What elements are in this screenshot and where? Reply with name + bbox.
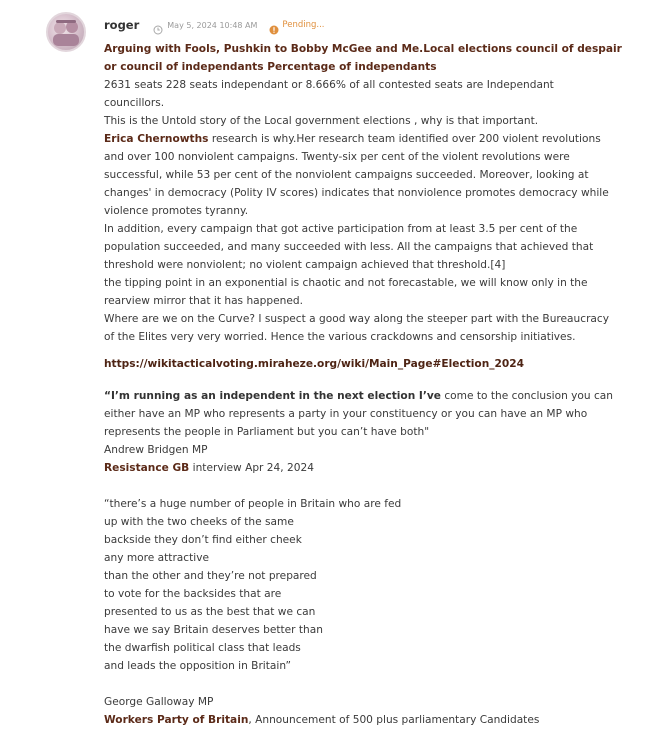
comment-line: rearview mirror that it has happened. — [104, 295, 303, 307]
comment-line: In addition, every campaign that got active participation from at least 3.5 per cent of the — [104, 223, 578, 235]
comment-title-line-2: or council of independants Percentage of independants — [104, 61, 437, 73]
comment-line: threshold were nonviolent; no violent campaign achieved that threshold.[4] — [104, 259, 506, 271]
comment-line: successful, while 53 per cent of the nonviolent campaigns succeeded. Moreover, looking at — [104, 169, 589, 181]
quote-attribution: George Galloway MP — [104, 696, 214, 708]
quote-source — [104, 711, 634, 729]
source-name: Resistance GB — [104, 462, 190, 474]
poem-line: have we say Britain deserves better than — [104, 624, 323, 636]
poem-line: to vote for the backsides that are — [104, 588, 282, 600]
comment-line: This is the Untold story of the Local government elections , why is that important. — [104, 115, 539, 127]
avatar[interactable] — [46, 12, 86, 52]
comment-line: Where are we on the Curve? I suspect a good way along the steeper part with the Bureaucracy — [104, 313, 610, 325]
comment-line: population succeeded, and many succeeded with less. All the campaigns that achieved that — [104, 241, 594, 253]
quote-line: represents the people in Parliament but you can’t have both" — [104, 426, 430, 438]
poem-line: “there’s a huge number of people in Britain who are fed — [104, 498, 402, 510]
poem-line: any more attractive — [104, 552, 210, 564]
quote-line — [104, 387, 634, 405]
pending-icon — [269, 20, 279, 30]
comment-title-line-1: Arguing with Fools, Pushkin to Bobby McGee and Me.Local elections council of despair — [104, 43, 622, 55]
clock-icon — [153, 20, 163, 30]
tactical-voting-link[interactable]: https://wikitacticalvoting.miraheze.org/wiki/Main_Page#Election_2024 — [104, 358, 525, 370]
poem-line: up with the two cheeks of the same — [104, 516, 294, 528]
avatar-image — [48, 14, 84, 50]
source-detail: , Announcement of 500 plus parliamentary Candidates — [248, 714, 540, 726]
quote-text: come to the conclusion you can — [440, 390, 614, 402]
poem-line: backside they don’t find either cheek — [104, 534, 302, 546]
comment-line: 2631 seats 228 seats independant or 8.666% of all contested seats are Independant — [104, 79, 554, 91]
poem-line: the dwarfish political class that leads — [104, 642, 301, 654]
source-name: Workers Party of Britain — [104, 714, 249, 726]
comment-line: the tipping point in an exponential is chaotic and not forecastable, we will know only in the — [104, 277, 588, 289]
quote-lead: “I’m running as an independent in the next election I’ve — [104, 390, 441, 402]
comment-line: of the Elites very very worried. Hence the various crackdowns and censorship initiatives. — [104, 331, 576, 343]
comment-line — [104, 130, 634, 148]
comment-body — [104, 40, 634, 729]
poem-line: and leads the opposition in Britain” — [104, 660, 291, 672]
pending-status: Pending... — [282, 20, 325, 30]
comment-line: violence promotes tyranny. — [104, 205, 249, 217]
quote-source — [104, 459, 634, 477]
comment-author[interactable]: roger — [104, 18, 140, 32]
comment-line: and over 100 nonviolent campaigns. Twenty-six per cent of the violent revolutions were — [104, 151, 570, 163]
source-detail: interview Apr 24, 2024 — [189, 462, 314, 474]
comment-line: councillors. — [104, 97, 165, 109]
comment-line: changes' in democracy (Polity IV scores) indicates that nonviolence promotes democracy while — [104, 187, 609, 199]
comment-line-text: research is why.Her research team identified over 200 violent revolutions — [208, 133, 601, 145]
poem-line: than the other and they’re not prepared — [104, 570, 317, 582]
comment-date[interactable]: May 5, 2024 10:48 AM — [167, 20, 258, 30]
poem-line: presented to us as the best that we can — [104, 606, 316, 618]
researcher-name: Erica Chernowths — [104, 133, 209, 145]
quote-attribution: Andrew Bridgen MP — [104, 444, 208, 456]
quote-line: either have an MP who represents a party in your constituency or you can have an MP who — [104, 408, 588, 420]
comment-header — [104, 18, 325, 32]
